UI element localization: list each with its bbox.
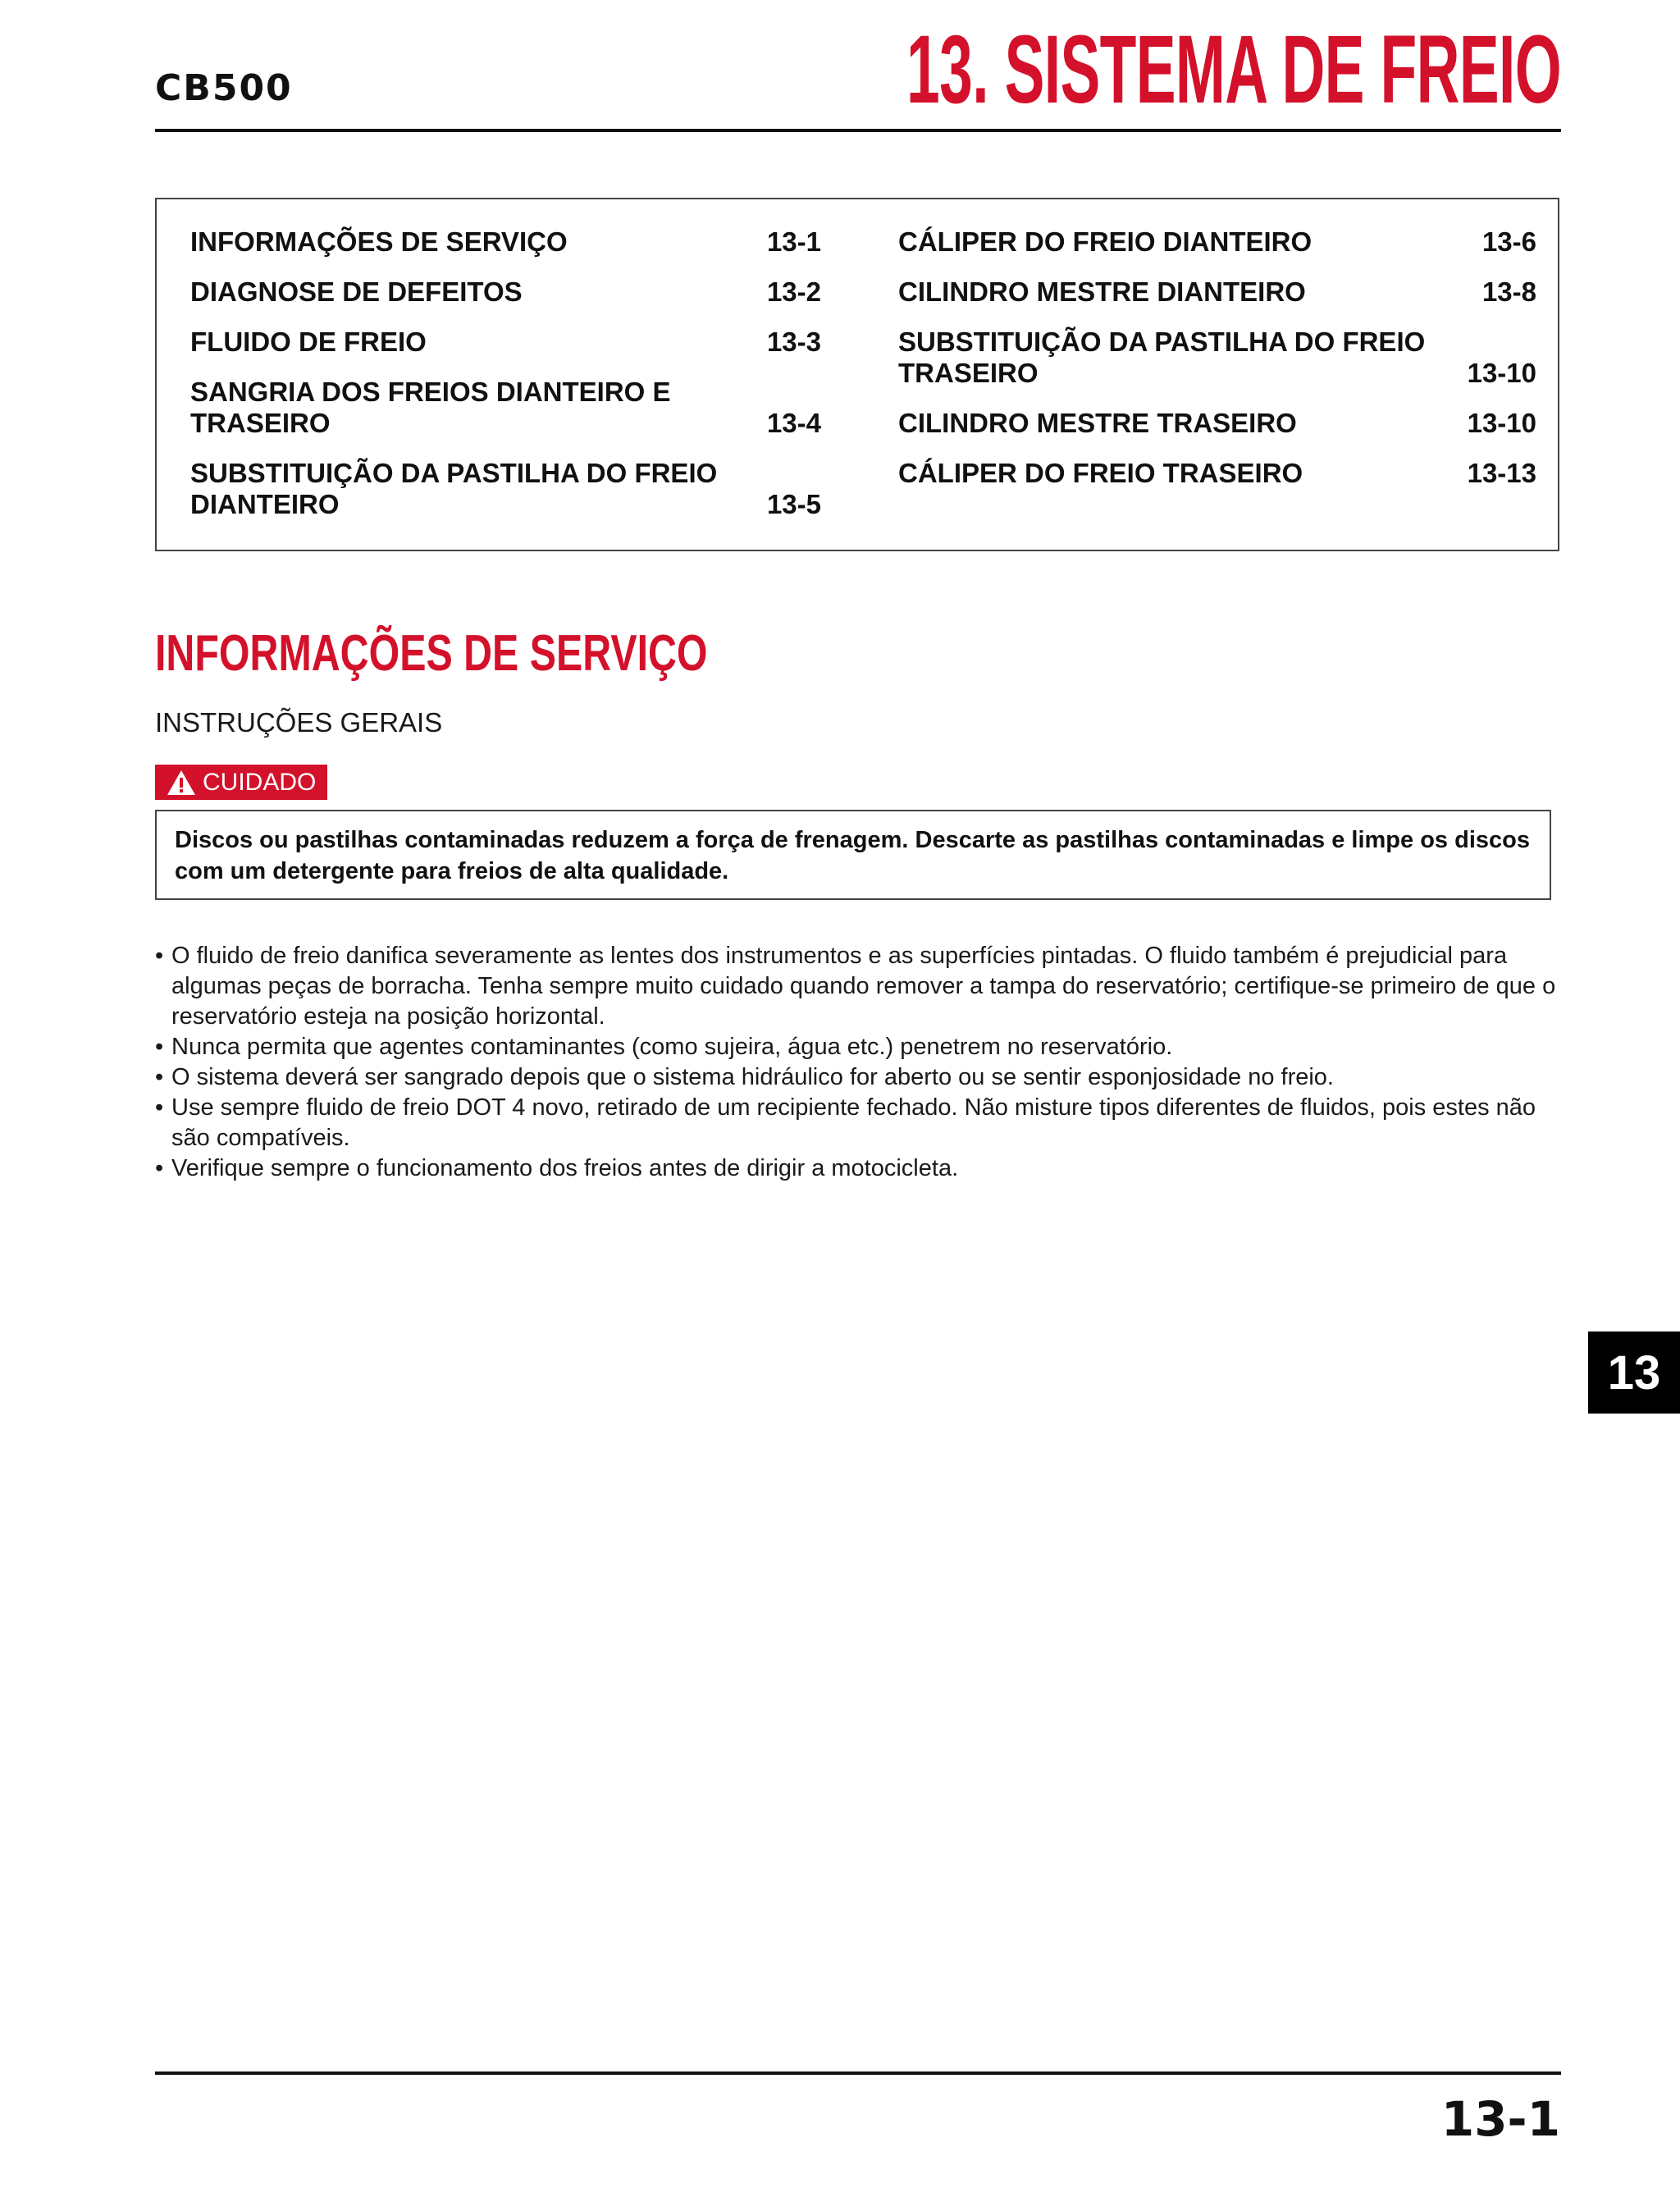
toc-item-title: CILINDRO MESTRE DIANTEIRO <box>898 276 1306 307</box>
toc-item-page: 13-10 <box>1467 358 1536 388</box>
list-item <box>155 1062 1558 1093</box>
list-item-text: O sistema deverá ser sangrado depois que o sistema hidráulico for aberto ou se sentir esponjosidade no freio. <box>171 1064 1334 1090</box>
toc-right-column <box>898 226 1536 508</box>
toc-item[interactable] <box>898 226 1536 258</box>
toc-item-title: CILINDRO MESTRE TRASEIRO <box>898 408 1297 438</box>
toc-item-page: 13-4 <box>766 408 821 438</box>
toc-item-title: INFORMAÇÕES DE SERVIÇO <box>190 226 568 257</box>
page-number: 13-1 <box>1440 2091 1560 2147</box>
toc-item-page: 13-13 <box>1467 458 1536 488</box>
table-of-contents <box>155 198 1559 551</box>
toc-item-page: 13-8 <box>1481 276 1536 307</box>
toc-item-title: SUBSTITUIÇÃO DA PASTILHA DO FREIO DIANTEIRO <box>190 458 718 519</box>
chapter-side-tab[interactable]: 13 <box>1588 1332 1680 1414</box>
caution-label-text: CUIDADO <box>203 769 317 796</box>
bullet-dot: • <box>155 1155 164 1181</box>
toc-item-page: 13-1 <box>766 226 821 257</box>
warning-triangle-icon <box>167 770 196 796</box>
footer-divider <box>155 2072 1561 2075</box>
list-item-text: Verifique sempre o funcionamento dos freios antes de dirigir a motocicleta. <box>171 1155 959 1181</box>
toc-item-page: 13-6 <box>1481 226 1536 257</box>
bullet-dot: • <box>155 1064 164 1090</box>
list-item <box>155 1032 1558 1062</box>
toc-item[interactable] <box>190 377 821 439</box>
caution-box: Discos ou pastilhas contaminadas reduzem a força de frenagem. Descarte as pastilhas contaminadas e limpe os discos com um detergente para freios de alta qualidade. <box>155 810 1551 900</box>
toc-item-title: SANGRIA DOS FREIOS DIANTEIRO E TRASEIRO <box>190 377 671 438</box>
list-item <box>155 1093 1558 1153</box>
toc-item[interactable] <box>190 327 821 358</box>
list-item-text: Use sempre fluido de freio DOT 4 novo, retirado de um recipiente fechado. Não misture tipos diferentes de fluidos, pois estes não são compatíveis. <box>171 1094 1536 1151</box>
model-name: CB500 <box>155 67 293 109</box>
toc-item-page: 13-5 <box>766 489 821 519</box>
toc-item-title: SUBSTITUIÇÃO DA PASTILHA DO FREIO TRASEIRO <box>898 327 1426 388</box>
toc-item-page: 13-3 <box>766 327 821 357</box>
section-subtitle: INSTRUÇÕES GERAIS <box>155 707 443 738</box>
list-item-text: Nunca permita que agentes contaminantes (como sujeira, água etc.) penetrem no reservatório. <box>171 1034 1173 1060</box>
caution-label <box>155 765 327 800</box>
bullet-dot: • <box>155 1094 164 1121</box>
toc-item[interactable] <box>898 327 1536 389</box>
toc-left-column <box>190 226 821 539</box>
list-item-text: O fluido de freio danifica severamente as lentes dos instrumentos e as superfícies pintadas. O fluido também é prejudicial para algumas peças de borracha. Tenha sempre muito cuidado quando remover a tampa do reservatório; certifique-se primeiro de que o reservatório esteja na posição horizontal. <box>171 943 1556 1030</box>
toc-item[interactable] <box>190 458 821 520</box>
bullet-dot: • <box>155 943 164 969</box>
chapter-title: 13. SISTEMA DE FREIO <box>906 16 1561 124</box>
toc-item-page: 13-2 <box>766 276 821 307</box>
toc-item-page: 13-10 <box>1467 408 1536 438</box>
toc-item[interactable] <box>898 408 1536 439</box>
section-title: INFORMAÇÕES DE SERVIÇO <box>155 625 708 682</box>
toc-item[interactable] <box>190 276 821 308</box>
list-item <box>155 941 1558 1032</box>
bullet-dot: • <box>155 1034 164 1060</box>
toc-item[interactable] <box>898 458 1536 489</box>
toc-item-title: DIAGNOSE DE DEFEITOS <box>190 276 523 307</box>
list-item <box>155 1153 1558 1184</box>
toc-item-title: CÁLIPER DO FREIO TRASEIRO <box>898 458 1303 488</box>
toc-item-title: FLUIDO DE FREIO <box>190 327 427 357</box>
header-divider <box>155 129 1561 132</box>
toc-item-title: CÁLIPER DO FREIO DIANTEIRO <box>898 226 1312 257</box>
toc-item[interactable] <box>190 226 821 258</box>
instruction-list <box>155 941 1558 1184</box>
toc-item[interactable] <box>898 276 1536 308</box>
